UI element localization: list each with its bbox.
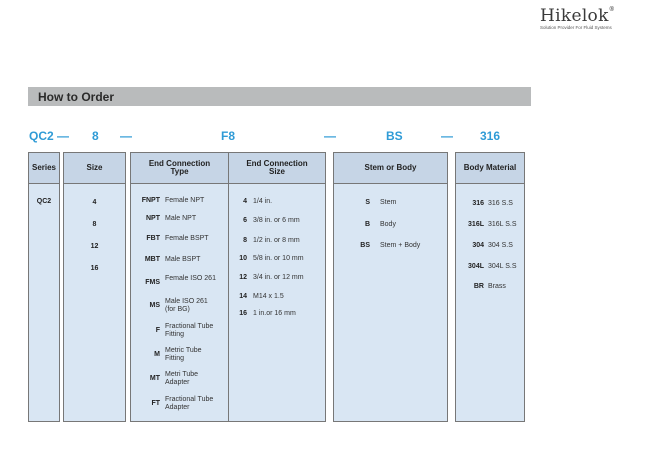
- stem-body-row: S Stem: [365, 199, 397, 206]
- end-type-row: FBT Female BSPT: [146, 235, 209, 242]
- body-material-header: Body Material: [456, 153, 524, 184]
- end-type-row: MS Male ISO 261 (for BG): [149, 298, 208, 313]
- body-material-column: [455, 152, 525, 422]
- end-type-row: M Metric Tube Fitting: [154, 347, 202, 362]
- end-type-row: FMS Female ISO 261: [145, 275, 216, 286]
- end-type-row: FNPT Female NPT: [141, 197, 205, 204]
- series-value: QC2: [36, 198, 52, 205]
- end-type-header: End Connection Type: [131, 153, 228, 184]
- series-header: Series: [29, 153, 59, 184]
- material-row: 316L 316L S.S: [468, 221, 517, 228]
- end-type-row: FT Fractional Tube Adapter: [151, 396, 214, 411]
- section-header: [28, 87, 531, 106]
- size-value: 4: [92, 199, 97, 206]
- end-type-row: NPT Male NPT: [146, 215, 197, 222]
- section-title: How to Order: [38, 89, 115, 104]
- order-code-separator: —: [57, 129, 69, 143]
- stem-body-column: [333, 152, 448, 422]
- order-code-stem: BS: [386, 129, 403, 143]
- end-size-row: 12 3/4 in. or 12 mm: [239, 274, 304, 281]
- end-size-row: 6 3/8 in. or 6 mm: [243, 217, 300, 224]
- end-size-row: 10 5/8 in. or 10 mm: [239, 255, 304, 262]
- end-size-row: 16 1 in.or 16 mm: [239, 310, 296, 317]
- end-size-subcolumn: [229, 153, 325, 421]
- order-code-separator: —: [324, 129, 336, 143]
- brand-logo: [540, 6, 640, 30]
- stem-body-row: B Body: [364, 221, 396, 228]
- material-row: BR Brass: [473, 283, 506, 290]
- size-value: 8: [92, 221, 97, 228]
- end-type-row: F Fractional Tube Fitting: [155, 323, 214, 338]
- end-size-row: 14 M14 x 1.5: [239, 293, 284, 300]
- end-type-subcolumn: [131, 153, 229, 421]
- order-code-series: QC2: [29, 129, 54, 143]
- size-column: [63, 152, 126, 422]
- brand-name: Hikelok: [540, 6, 609, 26]
- stem-body-header: Stem or Body: [334, 153, 447, 184]
- material-row: 304 304 S.S: [472, 242, 513, 249]
- order-code-material: 316: [480, 129, 501, 143]
- size-value: 16: [90, 265, 99, 272]
- order-code-size: 8: [92, 129, 99, 143]
- material-row: 316 316 S.S: [472, 200, 513, 207]
- size-value: 12: [90, 243, 99, 250]
- end-size-header: End Connection Size: [229, 153, 325, 184]
- order-code-separator: —: [441, 129, 453, 143]
- size-header: Size: [64, 153, 125, 184]
- end-type-row: MT Metri Tube Adapter: [149, 371, 199, 386]
- end-type-row: MBT Male BSPT: [144, 256, 201, 263]
- series-column: [28, 152, 60, 422]
- end-size-row: 8 1/2 in. or 8 mm: [243, 237, 300, 244]
- end-size-row: 4 1/4 in.: [243, 198, 273, 205]
- material-row: 304L 304L S.S: [468, 263, 517, 270]
- order-code-separator: —: [120, 129, 132, 143]
- brand-tagline: Solution Provider For Fluid Systems: [540, 25, 612, 30]
- order-code-end-connection: F8: [221, 129, 236, 143]
- end-connection-column: [130, 152, 326, 422]
- registered-mark: ®: [608, 6, 616, 13]
- stem-body-row: BS Stem + Body: [360, 242, 421, 249]
